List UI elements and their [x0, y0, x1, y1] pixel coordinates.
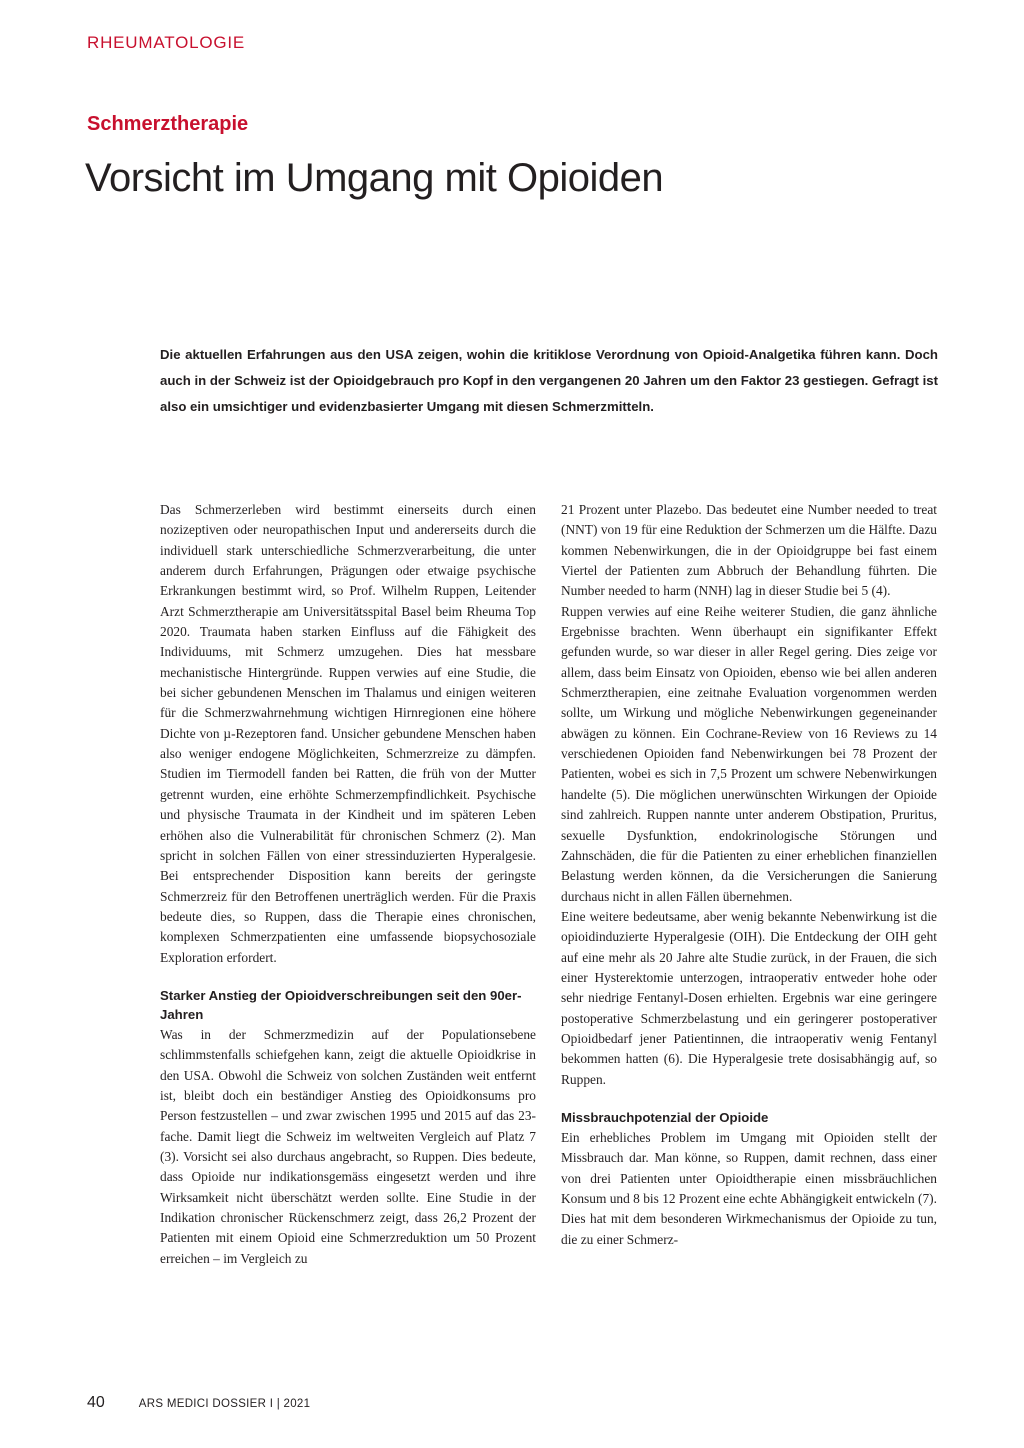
right-column: [561, 500, 937, 1250]
article-title: Vorsicht im Umgang mit Opioiden: [85, 156, 664, 200]
body-paragraph: Ein erhebliches Problem im Umgang mit Opioiden stellt der Missbrauch dar. Man könne, so Ruppen, damit rechnen, dass einer von drei Patienten unter Opioidtherapie einen missbräuchlichen Konsum und 8 bis 12 Prozent eine echte Abhängigkeit entwickeln (7). Dies hat mit dem besonderen Wirkmechanismus der Opioide zu tun, die zu einer Schmerz-: [561, 1129, 937, 1247]
journal-name: ARS MEDICI DOSSIER I | 2021: [138, 1398, 311, 1410]
section-label: RHEUMATOLOGIE: [87, 33, 246, 52]
subheading: Missbrauchpotenzial der Opioide: [561, 1109, 769, 1125]
page-footer: [87, 1394, 310, 1412]
page-number: 40: [87, 1394, 105, 1411]
article-kicker: Schmerztherapie: [87, 113, 249, 135]
left-column: [160, 500, 536, 1269]
subheading: Starker Anstieg der Opioidverschreibungen seit den 90er-Jahren: [160, 987, 522, 1022]
body-paragraph: Was in der Schmerzmedizin auf der Populationsebene schlimmstenfalls schiefgehen kann, zeigt die aktuelle Opioidkrise in den USA. Obwohl die Schweiz von solchen Zuständen weit entfernt ist, bleibt doch ein beständiger Anstieg des Opioidkonsums pro Person festzustellen – und zwar zwischen 1995 und 2015 auf das 23-fache. Damit liegt die Schweiz im weltweiten Vergleich auf Platz 7 (3). Vorsicht sei also durchaus angebracht, so Ruppen. Dies bedeute, dass Opioide nur indikationsgemäss eingesetzt werden und ihre Wirksamkeit nicht überschätzt werden sollte. Eine Studie in der Indikation chronischer Rückenschmerz zeigt, dass 26,2 Prozent der Patienten mit einem Opioid eine Schmerzreduktion um 50 Prozent erreichen – im Vergleich zu: [160, 1026, 536, 1266]
article-lead: Die aktuellen Erfahrungen aus den USA zeigen, wohin die kritiklose Verordnung von Opioid-Analgetika führen kann. Doch auch in der Schweiz ist der Opioidgebrauch pro Kopf in den vergangenen 20 Jahren um den Faktor 23 gestiegen. Gefragt ist also ein umsichtiger und evidenzbasierter Umgang mit diesen Schmerzmitteln.: [160, 347, 938, 414]
body-paragraph: Ruppen verwies auf eine Reihe weiterer Studien, die ganz ähnliche Ergebnisse brachten. Wenn überhaupt ein signifikanter Effekt gefunden wurde, so war dieser in aller Regel gering. Dies zeige vor allem, dass beim Einsatz von Opioiden, ebenso wie bei allen anderen Schmerztherapien, eine zeitnahe Evaluation vorgenommen werden sollte, um Wirkung und mögliche Nebenwirkungen gegeneinander abwägen zu können. Ein Cochrane-Review von 16 Reviews zu 14 verschiedenen Opioiden fand Nebenwirkungen bei 78 Prozent der Patienten, wobei es sich in 7,5 Prozent um schwere Nebenwirkungen handelte (5). Die möglichen unerwünschten Wirkungen der Opioide sind zahlreich. Ruppen nannte unter anderem Obstipation, Pruritus, sexuelle Dysfunktion, endokrinologische Störungen und Zahnschäden, die für die Patienten zu einer erheblichen finanziellen Belastung werden können, da die Versicherungen die Sanierung durchaus nicht in allen Fällen übernehmen.: [561, 603, 937, 904]
body-paragraph: Eine weitere bedeutsame, aber wenig bekannte Nebenwirkung ist die opioidinduzierte Hyperalgesie (OIH). Die Entdeckung der OIH geht auf eine mehr als 20 Jahre alte Studie zurück, in der Frauen, die sich einer Hysterektomie unterzogen, intraoperativ entweder hohe oder sehr niedrige Fentanyl-Dosen erhielten. Ergebnis war eine geringere postoperative Schmerzbelastung und ein geringerer postoperativer Opioidbedarf jener Patientinnen, die intraoperativ wenig Fentanyl bekommen hatten (6). Die Hyperalgesie trete dosisabhängig auf, so Ruppen.: [561, 908, 937, 1087]
body-paragraph: Das Schmerzerleben wird bestimmt einerseits durch einen nozizeptiven oder neuropathischen Input und andererseits durch die individuell stark unterschiedliche Schmerzverarbeitung, die unter anderem durch Erfahrungen, Prägungen oder etwaige psychische Erkrankungen bestimmt wird, so Prof. Wilhelm Ruppen, Leitender Arzt Schmerztherapie am Universitätsspital Basel beim Rheuma Top 2020. Traumata haben starken Einfluss auf die Fähigkeit des Individuums, mit Schmerz umzugehen. Dies hat messbare mechanistische Hintergründe. Ruppen verwies auf eine Studie, die bei sicher gebundenen Menschen im Thalamus und einigen weiteren für die Schmerzwahrnehmung wichtigen Hirnregionen eine höhere Dichte von µ-Rezeptoren fand. Unsicher gebundene Menschen haben also weniger endogene Möglichkeiten, Schmerzreize zu dämpfen. Studien im Tiermodell fanden bei Ratten, die früh von der Mutter getrennt wurden, eine erhöhte Schmerzempfindlichkeit. Psychische und physische Traumata in der Kindheit und im späteren Leben erhöhen also die Vulnerabilität für chronischen Schmerz (2). Man spricht in solchen Fällen von einer stressinduzierten Hyperalgesie. Bei entsprechender Disposition kann bereits der geringste Schmerzreiz für den Betroffenen unerträglich werden. Für die Praxis bedeute dies, so Ruppen, dass die Therapie eines chronischen, komplexen Schmerzpatienten eine umfassende biopsychosoziale Exploration erfordert.: [160, 502, 536, 965]
body-paragraph: 21 Prozent unter Plazebo. Das bedeutet eine Number needed to treat (NNT) von 19 für eine Reduktion der Schmerzen um die Hälfte. Dazu kommen Nebenwirkungen, die in der Opioidgruppe bei fast einem Viertel der Patienten zum Abbruch der Behandlung führten. Die Number needed to harm (NNH) lag in dieser Studie bei 5 (4).: [561, 502, 937, 599]
